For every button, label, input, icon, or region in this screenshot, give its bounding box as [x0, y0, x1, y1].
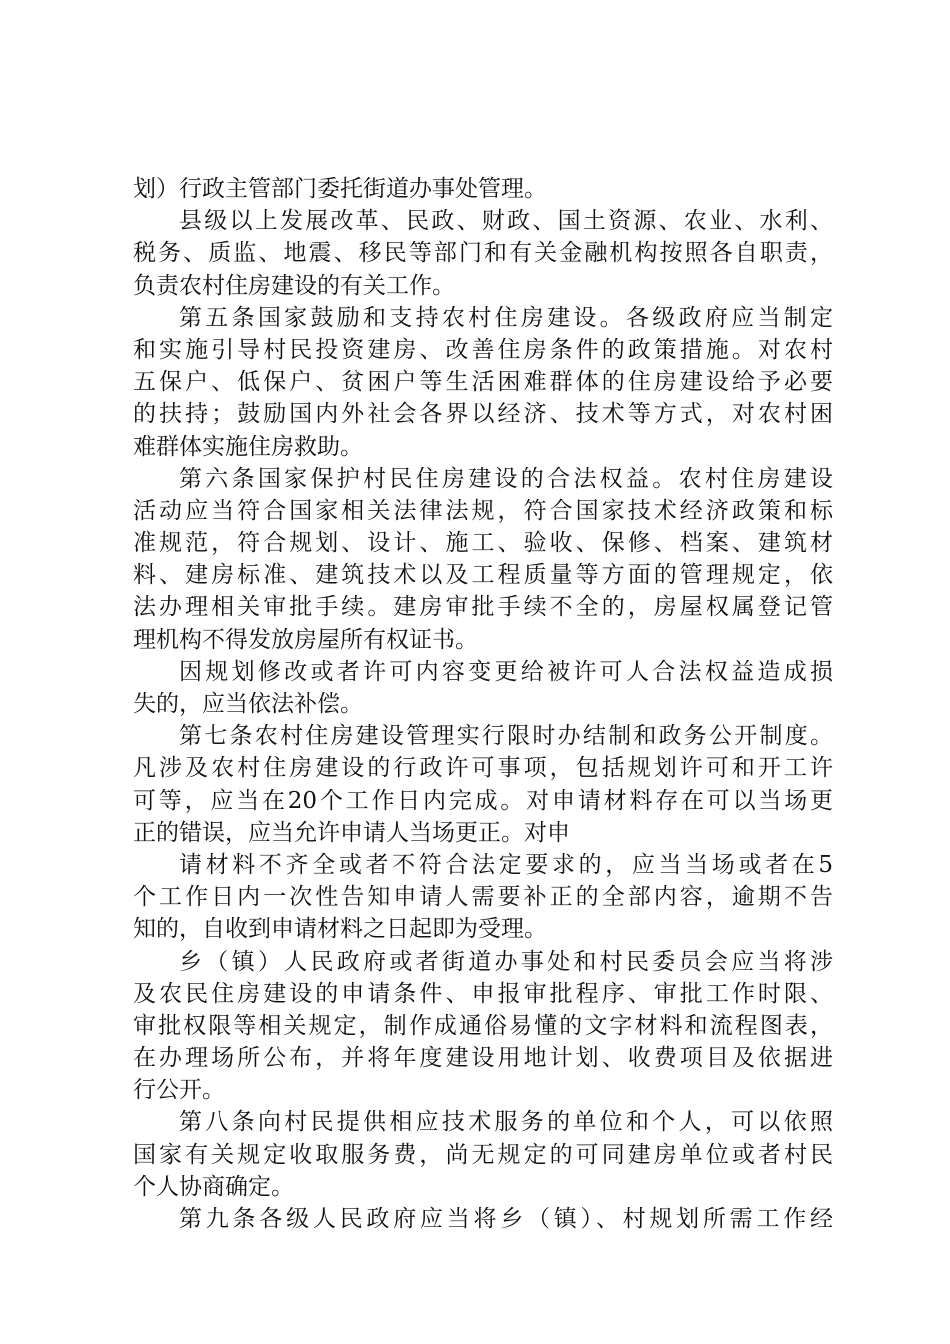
text-line: 审批权限等相关规定，制作成通俗易懂的文字材料和流程图表， — [133, 1012, 833, 1039]
text-line: 个工作日内一次性告知申请人需要补正的全部内容，逾期不告 — [133, 884, 833, 911]
document-body — [133, 173, 833, 1235]
text-line: 的扶持；鼓励国内外社会各界以经济、技术等方式，对农村困 — [133, 401, 833, 428]
text-line: 第五条国家鼓励和支持农村住房建设。各级政府应当制定 — [179, 304, 833, 331]
text-line: 法办理相关审批手续。建房审批手续不全的，房屋权属登记管 — [133, 594, 833, 621]
text-line: 准规范，符合规划、设计、施工、验收、保修、档案、建筑材 — [133, 530, 833, 557]
text-line: 第八条向村民提供相应技术服务的单位和个人，可以依照 — [179, 1109, 833, 1136]
text-line: 难群体实施住房救助。 — [133, 433, 363, 460]
text-line: 第七条农村住房建设管理实行限时办结制和政务公开制度。 — [179, 723, 833, 750]
text-line: 个人协商确定。 — [133, 1173, 294, 1200]
text-line: 负责农村住房建设的有关工作。 — [133, 272, 455, 299]
text-line: 行公开。 — [133, 1077, 225, 1104]
text-line: 及农民住房建设的申请条件、申报审批程序、审批工作时限、 — [133, 980, 833, 1007]
text-line: 划）行政主管部门委托街道办事处管理。 — [133, 176, 547, 202]
text-line: 理机构不得发放房屋所有权证书。 — [133, 626, 478, 653]
text-line: 五保户、低保户、贫困户等生活困难群体的住房建设给予必要 — [133, 369, 833, 396]
text-line: 第九条各级人民政府应当将乡（镇）、村规划所需工作经 — [179, 1206, 833, 1232]
text-line: 请材料不齐全或者不符合法定要求的，应当当场或者在5 — [179, 851, 833, 878]
text-line: 在办理场所公布，并将年度建设用地计划、收费项目及依据进 — [133, 1045, 833, 1072]
text-line: 可等，应当在20个工作日内完成。对申请材料存在可以当场更 — [133, 787, 833, 814]
text-line: 税务、质监、地震、移民等部门和有关金融机构按照各自职责， — [133, 240, 833, 267]
text-line: 县级以上发展改革、民政、财政、国土资源、农业、水利、 — [179, 208, 833, 235]
text-line: 知的，自收到申请材料之日起即为受理。 — [133, 916, 547, 943]
text-line: 第六条国家保护村民住房建设的合法权益。农村住房建设 — [179, 465, 833, 492]
text-line: 料、建房标准、建筑技术以及工程质量等方面的管理规定，依 — [133, 562, 833, 589]
text-line: 乡（镇）人民政府或者街道办事处和村民委员会应当将涉 — [179, 948, 833, 975]
text-line: 和实施引导村民投资建房、改善住房条件的政策措施。对农村 — [133, 336, 833, 363]
text-line: 凡涉及农村住房建设的行政许可事项，包括规划许可和开工许 — [133, 755, 833, 782]
text-line: 正的错误，应当允许申请人当场更正。对申 — [133, 819, 570, 846]
text-line: 因规划修改或者许可内容变更给被许可人合法权益造成损 — [179, 658, 833, 685]
text-line: 国家有关规定收取服务费，尚无规定的可同建房单位或者村民 — [133, 1141, 833, 1168]
text-line: 失的，应当依法补偿。 — [133, 691, 363, 717]
text-line: 活动应当符合国家相关法律法规，符合国家技术经济政策和标 — [133, 497, 833, 524]
